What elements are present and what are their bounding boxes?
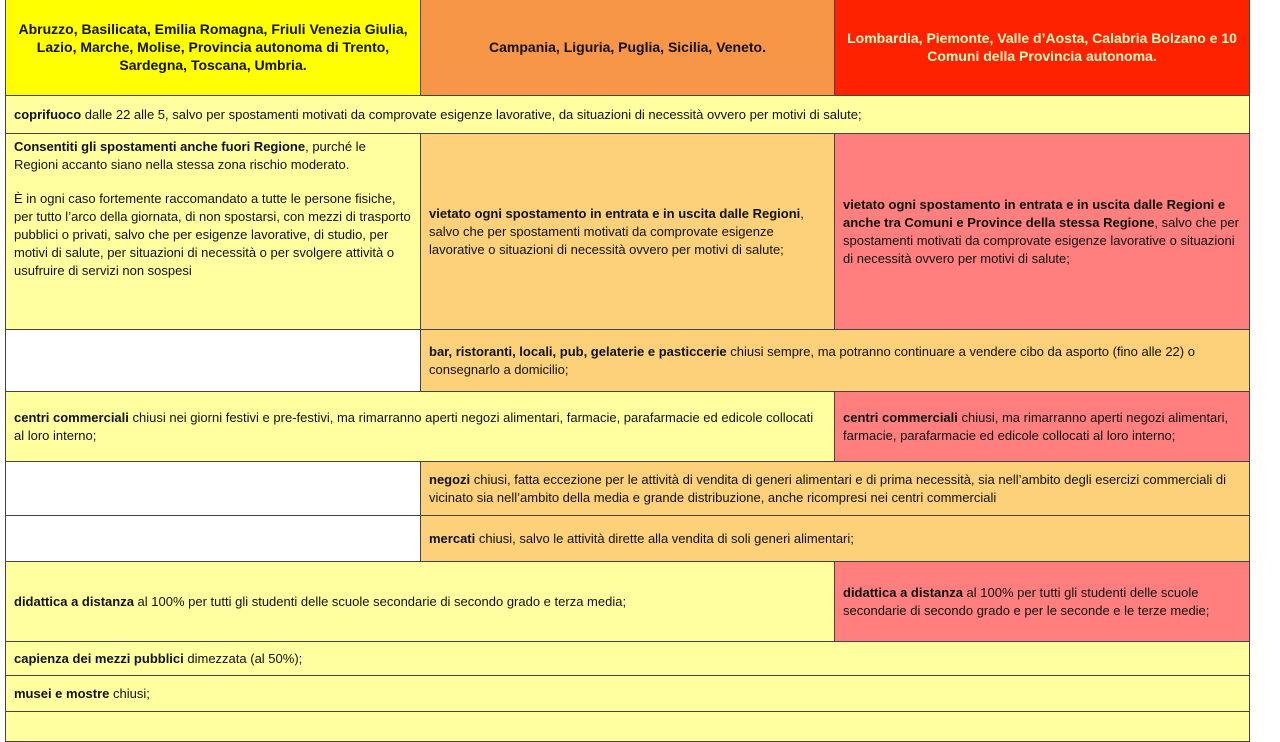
- curfew-text: dalle 22 alle 5, salvo per spostamenti motivati da comprovate esigenze lavorative, da situazioni di necessità ovvero per motivi di salute;: [81, 106, 862, 122]
- shops-row: [6, 462, 1250, 516]
- shops-label: negozi: [429, 471, 471, 487]
- page-margin: [1250, 0, 1280, 720]
- next-row-cell: [6, 712, 1250, 742]
- school-row: [6, 562, 1250, 642]
- zone-measures-table: [5, 0, 1250, 742]
- header-row: [6, 0, 1250, 96]
- markets-text: chiusi, salvo le attività dirette alla vendita di soli generi alimentari;: [475, 530, 854, 546]
- school-left-label: didattica a distanza: [14, 593, 134, 609]
- museums-row: [6, 676, 1250, 712]
- movement-red-label: vietato ogni spostamento in entrata e in uscita dalle Regioni e anche tra Comuni e Province della stessa Regione: [843, 196, 1226, 230]
- transport-row: [6, 642, 1250, 676]
- movement-orange-cell: [421, 134, 835, 330]
- school-left-text: al 100% per tutti gli studenti delle scuole secondarie di secondo grado e terza media;: [133, 593, 627, 609]
- markets-row: [6, 516, 1250, 562]
- museums-text: chiusi;: [109, 685, 150, 701]
- yellow-zone-regions: Abruzzo, Basilicata, Emilia Romagna, Friuli Venezia Giulia, Lazio, Marche, Molise, Provincia autonoma di Trento, Sardegna, Toscana, Umbria.: [6, 0, 421, 96]
- shops-cell: [421, 462, 1250, 516]
- shops-text: chiusi, fatta eccezione per le attività di vendita di generi alimentari e di prima necessità, sia nell’ambito degli esercizi commerciali di vicinato sia nell’ambito della media e grande distribuzione, anche ricompresi nei centri commerciali: [429, 471, 1226, 505]
- school-left-cell: [6, 562, 835, 642]
- school-red-text: al 100% per tutti gli studenti delle scuole secondarie di secondo grado e per le seconde e le terze medie;: [843, 584, 1210, 618]
- bars-label: bar, ristoranti, locali, pub, gelaterie e pasticcerie: [429, 343, 727, 359]
- movement-red-cell: [835, 134, 1250, 330]
- next-row-partial: [6, 712, 1250, 742]
- movement-yellow-recommendation: È in ogni caso fortemente raccomandato a tutte le persone fisiche, per tutto l’arco della giornata, di non spostarsi, con mezzi di trasporto pubblici o privati, salvo che per esigenze lavorative, di studio, per motivi di salute, per situazioni di necessità o per svolgere attività o usufruire di servizi non sospesi: [14, 191, 411, 278]
- movement-yellow-text: , purché le Regioni accanto siano nella stessa zona rischio moderato.: [14, 139, 366, 172]
- curfew-label: coprifuoco: [14, 106, 82, 122]
- bars-row: [6, 330, 1250, 392]
- school-red-cell: [835, 562, 1250, 642]
- movement-row: [6, 134, 1250, 330]
- movement-orange-text: , salvo che per spostamenti motivati da comprovate esigenze lavorative o situazioni di necessità ovvero per motivi di salute;: [429, 205, 804, 257]
- museums-label: musei e mostre: [14, 685, 110, 701]
- markets-empty-cell: [6, 516, 421, 562]
- bars-empty-cell: [6, 330, 421, 392]
- malls-red-cell: [835, 392, 1250, 462]
- transport-cell: [6, 642, 1250, 676]
- malls-red-text: chiusi, ma rimarranno aperti negozi alimentari, farmacie, parafarmacie ed edicole collocati al loro interno;: [843, 409, 1229, 443]
- curfew-row: [6, 96, 1250, 134]
- orange-zone-regions: Campania, Liguria, Puglia, Sicilia, Veneto.: [421, 0, 835, 96]
- malls-left-label: centri commerciali: [14, 409, 129, 425]
- curfew-cell: [6, 96, 1250, 134]
- malls-left-text: chiusi nei giorni festivi e pre-festivi, ma rimarranno aperti negozi alimentari, farmacie, parafarmacie ed edicole collocati al loro interno;: [14, 409, 814, 443]
- school-red-label: didattica a distanza: [843, 584, 963, 600]
- markets-cell: [421, 516, 1250, 562]
- museums-cell: [6, 676, 1250, 712]
- movement-yellow-cell: [6, 134, 421, 330]
- movement-red-text: , salvo che per spostamenti motivati da comprovate esigenze lavorative o situazioni di necessità ovvero per motivi di salute;: [843, 214, 1239, 266]
- malls-left-cell: [6, 392, 835, 462]
- movement-yellow-label: Consentiti gli spostamenti anche fuori Regione: [14, 139, 306, 154]
- red-zone-regions: Lombardia, Piemonte, Valle d’Aosta, Calabria Bolzano e 10 Comuni della Provincia autonoma.: [835, 0, 1250, 96]
- movement-orange-label: vietato ogni spostamento in entrata e in uscita dalle Regioni: [429, 205, 801, 221]
- markets-label: mercati: [429, 530, 476, 546]
- transport-label: capienza dei mezzi pubblici: [14, 650, 184, 666]
- shops-empty-cell: [6, 462, 421, 516]
- malls-row: [6, 392, 1250, 462]
- malls-red-label: centri commerciali: [843, 409, 958, 425]
- bars-text: chiusi sempre, ma potranno continuare a vendere cibo da asporto (fino alle 22) o consegnarlo a domicilio;: [429, 343, 1195, 377]
- bars-cell: [421, 330, 1250, 392]
- transport-text: dimezzata (al 50%);: [183, 650, 303, 666]
